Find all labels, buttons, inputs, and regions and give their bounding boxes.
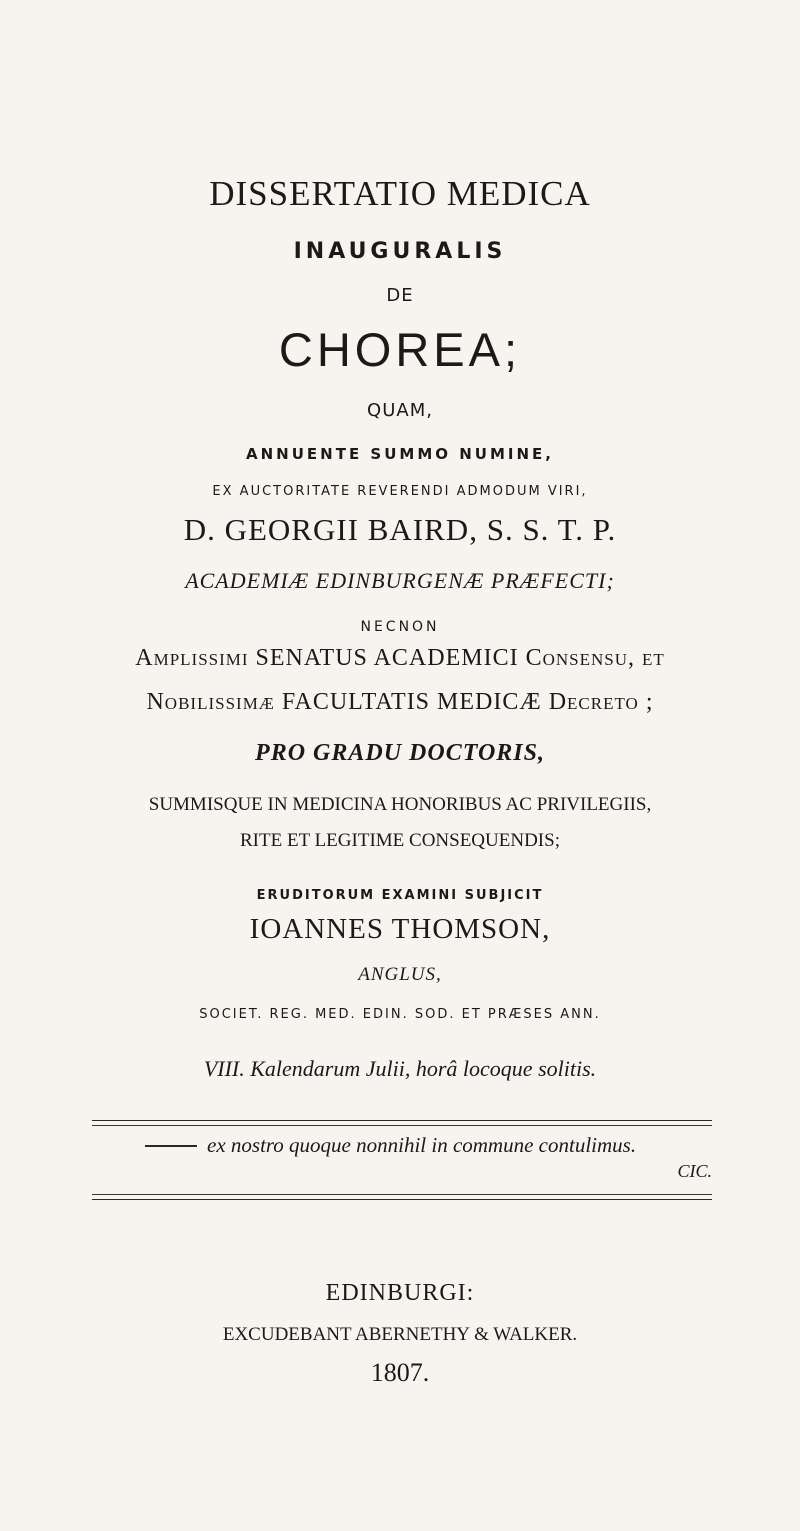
academy-line: ACADEMIÆ EDINBURGENÆ PRÆFECTI; xyxy=(185,568,615,593)
title-line-1: DISSERTATIO MEDICA xyxy=(209,174,591,213)
imprint-year: 1807. xyxy=(370,1358,430,1387)
title-line-2: INAUGURALIS xyxy=(293,239,507,264)
authority-name: D. GEORGII BAIRD, S. S. T. P. xyxy=(183,512,617,547)
rite-line: RITE ET LEGITIME CONSEQUENDIS; xyxy=(240,830,560,851)
necnon-line: NECNON xyxy=(360,619,440,635)
societ-line: SOCIET. REG. MED. EDIN. SOD. ET PRÆSES ANN. xyxy=(199,1007,601,1022)
eruditorum-line: ERUDITORUM EXAMINI SUBJICIT xyxy=(256,888,544,903)
nationality-line: ANGLUS, xyxy=(358,964,442,985)
subject-title: CHOREA; xyxy=(278,323,522,376)
top-double-rule xyxy=(92,1120,712,1121)
de-line: DE xyxy=(386,285,414,306)
facultatis-line: Nobilissimæ FACULTATIS MEDICÆ Decreto ; xyxy=(146,689,654,715)
motto-source: CIC. xyxy=(677,1161,712,1181)
imprint-city: EDINBURGI: xyxy=(325,1280,475,1306)
top-double-rule-second xyxy=(92,1125,712,1126)
author-name: IOANNES THOMSON, xyxy=(249,913,551,945)
bottom-double-rule xyxy=(92,1194,712,1195)
summisque-line: SUMMISQUE IN MEDICINA HONORIBUS AC PRIVILEGIIS, xyxy=(148,794,652,815)
date-line: VIII. Kalendarum Julii, horâ locoque solitis. xyxy=(203,1056,597,1081)
pro-gradu-line: PRO GRADU DOCTORIS, xyxy=(255,740,545,766)
motto-dash xyxy=(145,1145,197,1147)
senatus-line: Amplissimi SENATUS ACADEMICI Consensu, et xyxy=(135,645,665,671)
quam-line: QUAM, xyxy=(367,400,433,421)
imprint-printers: EXCUDEBANT ABERNETHY & WALKER. xyxy=(222,1324,578,1345)
ex-auctoritate-line: EX AUCTORITATE REVERENDI ADMODUM VIRI, xyxy=(212,484,588,499)
bottom-double-rule-second xyxy=(92,1199,712,1200)
motto-text: ex nostro quoque nonnihil in commune contulimus. xyxy=(207,1133,637,1157)
motto-block xyxy=(92,1133,712,1181)
annuente-line: ANNUENTE SUMMO NUMINE, xyxy=(246,445,554,463)
